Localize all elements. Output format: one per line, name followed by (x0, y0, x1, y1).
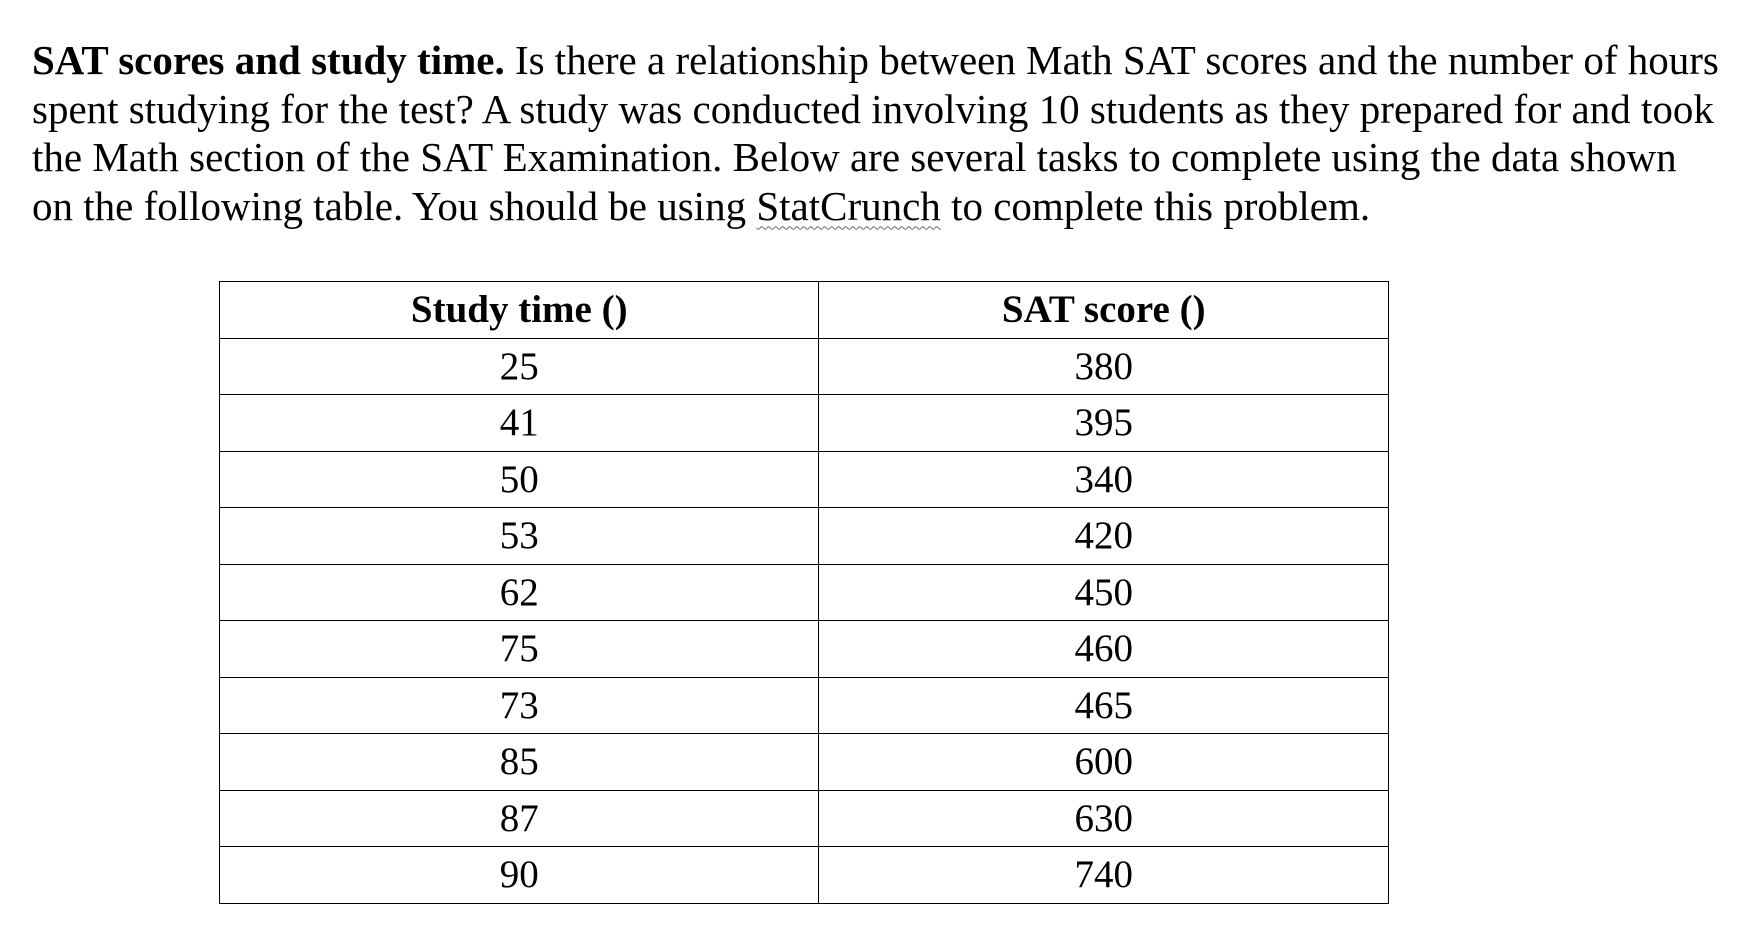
sat-score-cell: 380 (819, 338, 1389, 395)
study-time-cell: 85 (220, 734, 819, 791)
table-row (220, 790, 1389, 847)
sat-score-cell: 420 (819, 508, 1389, 565)
study-time-cell: 87 (220, 790, 819, 847)
table-row (220, 734, 1389, 791)
table-row (220, 395, 1389, 452)
header-study-time: Study time () (220, 282, 819, 339)
study-time-cell: 53 (220, 508, 819, 565)
table-header-row (220, 282, 1389, 339)
problem-title: SAT scores and study time. (32, 37, 505, 83)
problem-text-end: to complete this problem. (940, 182, 1371, 229)
problem-statement (32, 36, 1722, 230)
sat-score-cell: 460 (819, 621, 1389, 678)
sat-score-cell: 450 (819, 564, 1389, 621)
sat-score-cell: 395 (819, 395, 1389, 452)
sat-score-cell: 630 (819, 790, 1389, 847)
table-row (220, 621, 1389, 678)
study-time-cell: 25 (220, 338, 819, 395)
study-time-cell: 73 (220, 677, 819, 734)
sat-score-cell: 740 (819, 847, 1389, 904)
sat-score-cell: 340 (819, 451, 1389, 508)
table-row (220, 508, 1389, 565)
study-time-cell: 41 (220, 395, 819, 452)
statcrunch-term: StatCrunch (756, 182, 941, 229)
table-row (220, 847, 1389, 904)
problem-text: Is there a relationship between Math SAT scores and the number of hours spent studying for the test? A study was conducted involving 10 students as they prepared for and took the Math section of the SAT Examination. Below are several tasks to complete using the data shown on the following table. You should be using (32, 37, 1719, 229)
study-time-cell: 90 (220, 847, 819, 904)
sat-score-cell: 465 (819, 677, 1389, 734)
table-row (220, 564, 1389, 621)
data-table (219, 281, 1389, 904)
table-row (220, 451, 1389, 508)
study-time-cell: 62 (220, 564, 819, 621)
study-time-cell: 50 (220, 451, 819, 508)
table-row (220, 338, 1389, 395)
sat-score-cell: 600 (819, 734, 1389, 791)
study-time-cell: 75 (220, 621, 819, 678)
table-row (220, 677, 1389, 734)
header-sat-score: SAT score () (819, 282, 1389, 339)
